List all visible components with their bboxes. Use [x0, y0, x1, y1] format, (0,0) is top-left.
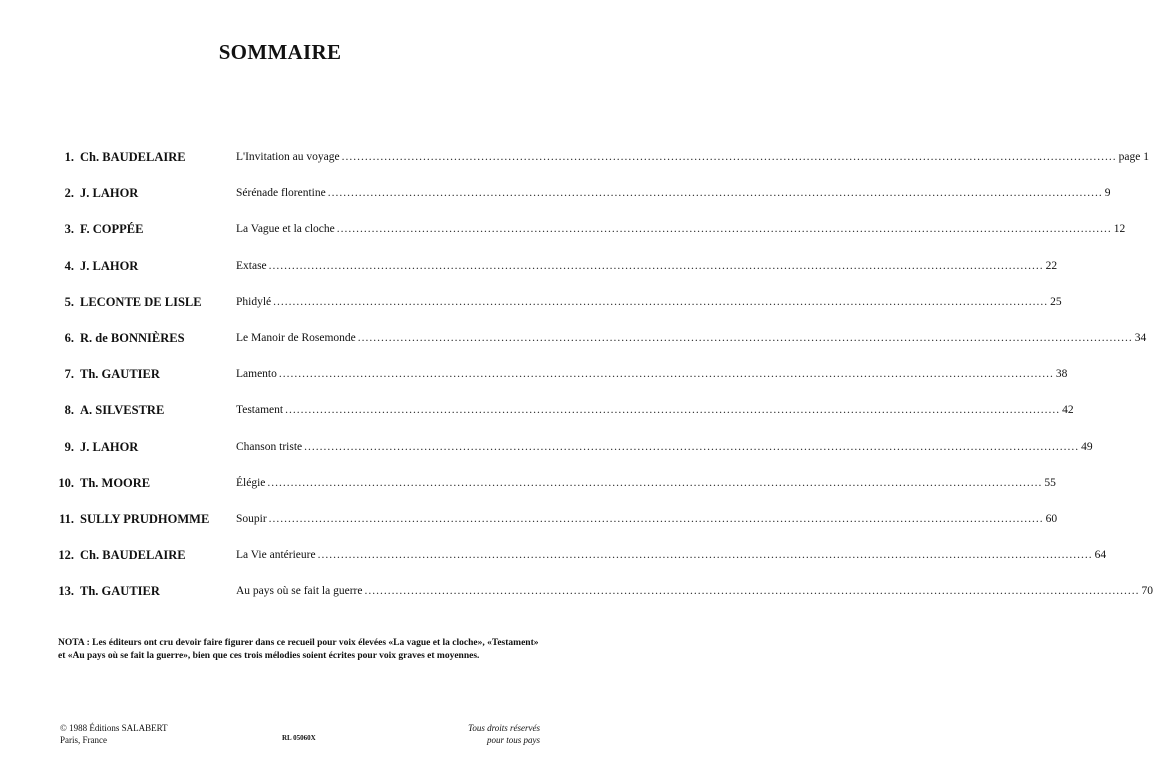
toc-entry	[0, 257, 1058, 275]
copyright-line: © 1988 Éditions SALABERT	[60, 723, 168, 733]
entry-page-number: 60	[1045, 513, 1058, 525]
entry-song-title: Extase	[236, 259, 267, 272]
entry-number: 2.	[64, 186, 74, 201]
entry-page-number: 34	[1134, 332, 1147, 344]
dot-leader: ........................................................................................................................................................................................................	[364, 585, 1140, 598]
entry-song-title: Au pays où se fait la guerre	[236, 585, 363, 598]
entry-song-title: Sérénade florentine	[236, 187, 326, 200]
entry-title-line	[236, 184, 1111, 202]
entry-author: Th. GAUTIER	[80, 367, 160, 382]
entry-number: 8.	[64, 403, 74, 418]
entry-title-line	[236, 401, 1074, 419]
toc-entry	[0, 220, 1126, 238]
toc-entry	[0, 329, 1147, 347]
dot-leader: ........................................................................................................................................................................................................	[336, 223, 1112, 236]
dot-leader: ........................................................................................................................................................................................................	[357, 332, 1133, 344]
toc-entry	[0, 148, 1149, 166]
entry-title-line	[236, 438, 1093, 456]
entry-title-line	[236, 148, 1149, 166]
toc-entry	[0, 365, 1068, 383]
entry-song-title: Soupir	[236, 513, 267, 525]
copyright-block	[60, 722, 168, 746]
entry-page-number: 38	[1055, 368, 1068, 381]
entry-song-title: Le Manoir de Rosemonde	[236, 332, 356, 344]
entry-author: Th. MOORE	[80, 475, 151, 490]
entry-title-line	[236, 293, 1062, 311]
entry-author: SULLY PRUDHOMME	[80, 512, 210, 526]
entry-author: J. LAHOR	[80, 186, 139, 201]
entry-song-title: Lamento	[236, 368, 277, 381]
rights-line: Tous droits réservés	[468, 723, 540, 733]
entry-title-line	[236, 474, 1056, 492]
entry-song-title: La Vague et la cloche	[236, 223, 335, 236]
entry-page-number: 25	[1050, 295, 1062, 308]
entry-song-title: Chanson triste	[236, 440, 303, 453]
dot-leader: ........................................................................................................................................................................................................	[341, 151, 1117, 163]
toc-entry	[0, 546, 1107, 564]
toc-entry	[0, 184, 1111, 202]
entry-number: 13.	[58, 584, 74, 599]
entry-page-number: 49	[1081, 440, 1093, 453]
dot-leader: ........................................................................................................................................................................................................	[268, 513, 1044, 525]
dot-leader: ........................................................................................................................................................................................................	[278, 368, 1054, 381]
entry-title-line	[236, 510, 1058, 528]
entry-number: 5.	[64, 294, 74, 309]
dot-leader: ........................................................................................................................................................................................................	[285, 404, 1061, 417]
entry-number: 7.	[64, 367, 74, 382]
dot-leader: ........................................................................................................................................................................................................	[317, 549, 1093, 562]
entry-number: 9.	[64, 439, 74, 454]
entry-number: 11.	[59, 512, 74, 526]
rights-scope: pour tous pays	[486, 735, 540, 745]
entry-song-title: La Vie antérieure	[236, 549, 316, 562]
catalog-reference: RL 05060X	[282, 734, 316, 742]
toc-entry	[0, 438, 1093, 456]
entry-title-line	[236, 220, 1126, 238]
entry-author: LECONTE DE LISLE	[80, 294, 202, 309]
entry-number: 12.	[58, 548, 74, 563]
dot-leader: ........................................................................................................................................................................................................	[267, 476, 1043, 489]
entry-number: 3.	[64, 222, 74, 237]
entry-author: J. LAHOR	[80, 258, 139, 273]
toc-entry	[0, 474, 1056, 492]
entry-author: Ch. BAUDELAIRE	[80, 150, 186, 164]
entry-number: 6.	[64, 331, 74, 345]
toc-entry	[0, 293, 1062, 311]
entry-number: 4.	[64, 258, 74, 273]
page-title: SOMMAIRE	[218, 40, 342, 64]
entry-author: R. de BONNIÈRES	[80, 331, 185, 345]
rights-block	[420, 722, 540, 746]
entry-page-number: 9	[1104, 187, 1111, 200]
entry-title-line	[236, 257, 1058, 275]
toc-entry	[0, 582, 1153, 600]
entry-page-number: 22	[1045, 259, 1058, 272]
entry-song-title: Testament	[236, 404, 284, 417]
dot-leader: ........................................................................................................................................................................................................	[327, 187, 1103, 200]
publisher-location: Paris, France	[60, 735, 107, 745]
entry-page-number: page 1	[1118, 151, 1149, 163]
entry-page-number: 70	[1141, 585, 1153, 598]
entry-title-line	[236, 546, 1107, 564]
entry-author: Ch. BAUDELAIRE	[80, 548, 186, 563]
entry-title-line	[236, 365, 1068, 383]
toc-entry	[0, 510, 1058, 528]
entry-title-line	[236, 329, 1147, 347]
dot-leader: ........................................................................................................................................................................................................	[268, 259, 1044, 272]
entry-page-number: 42	[1062, 404, 1074, 417]
dot-leader: ........................................................................................................................................................................................................	[273, 295, 1049, 308]
dot-leader: ........................................................................................................................................................................................................	[304, 440, 1080, 453]
entry-song-title: Élégie	[236, 476, 266, 489]
entry-song-title: L'Invitation au voyage	[236, 151, 340, 163]
entry-page-number: 55	[1044, 476, 1056, 489]
entry-author: A. SILVESTRE	[80, 403, 165, 418]
entry-song-title: Phidylé	[236, 295, 272, 308]
entry-number: 10.	[58, 475, 74, 490]
entry-author: Th. GAUTIER	[80, 584, 160, 599]
entry-author: F. COPPÉE	[80, 222, 144, 237]
entry-author: J. LAHOR	[80, 439, 139, 454]
entry-number: 1.	[64, 150, 74, 164]
entry-page-number: 12	[1113, 223, 1126, 236]
nota-note: NOTA : Les éditeurs ont cru devoir faire figurer dans ce recueil pour voix élevées «La vague et la cloche», «Testament» et «Au pays où se fait la guerre», bien que ces trois mélodies soient écrites pour voix graves et moyennes.	[58, 638, 539, 661]
entry-title-line	[236, 582, 1153, 600]
entry-page-number: 64	[1094, 549, 1107, 562]
toc-entry	[0, 401, 1074, 419]
